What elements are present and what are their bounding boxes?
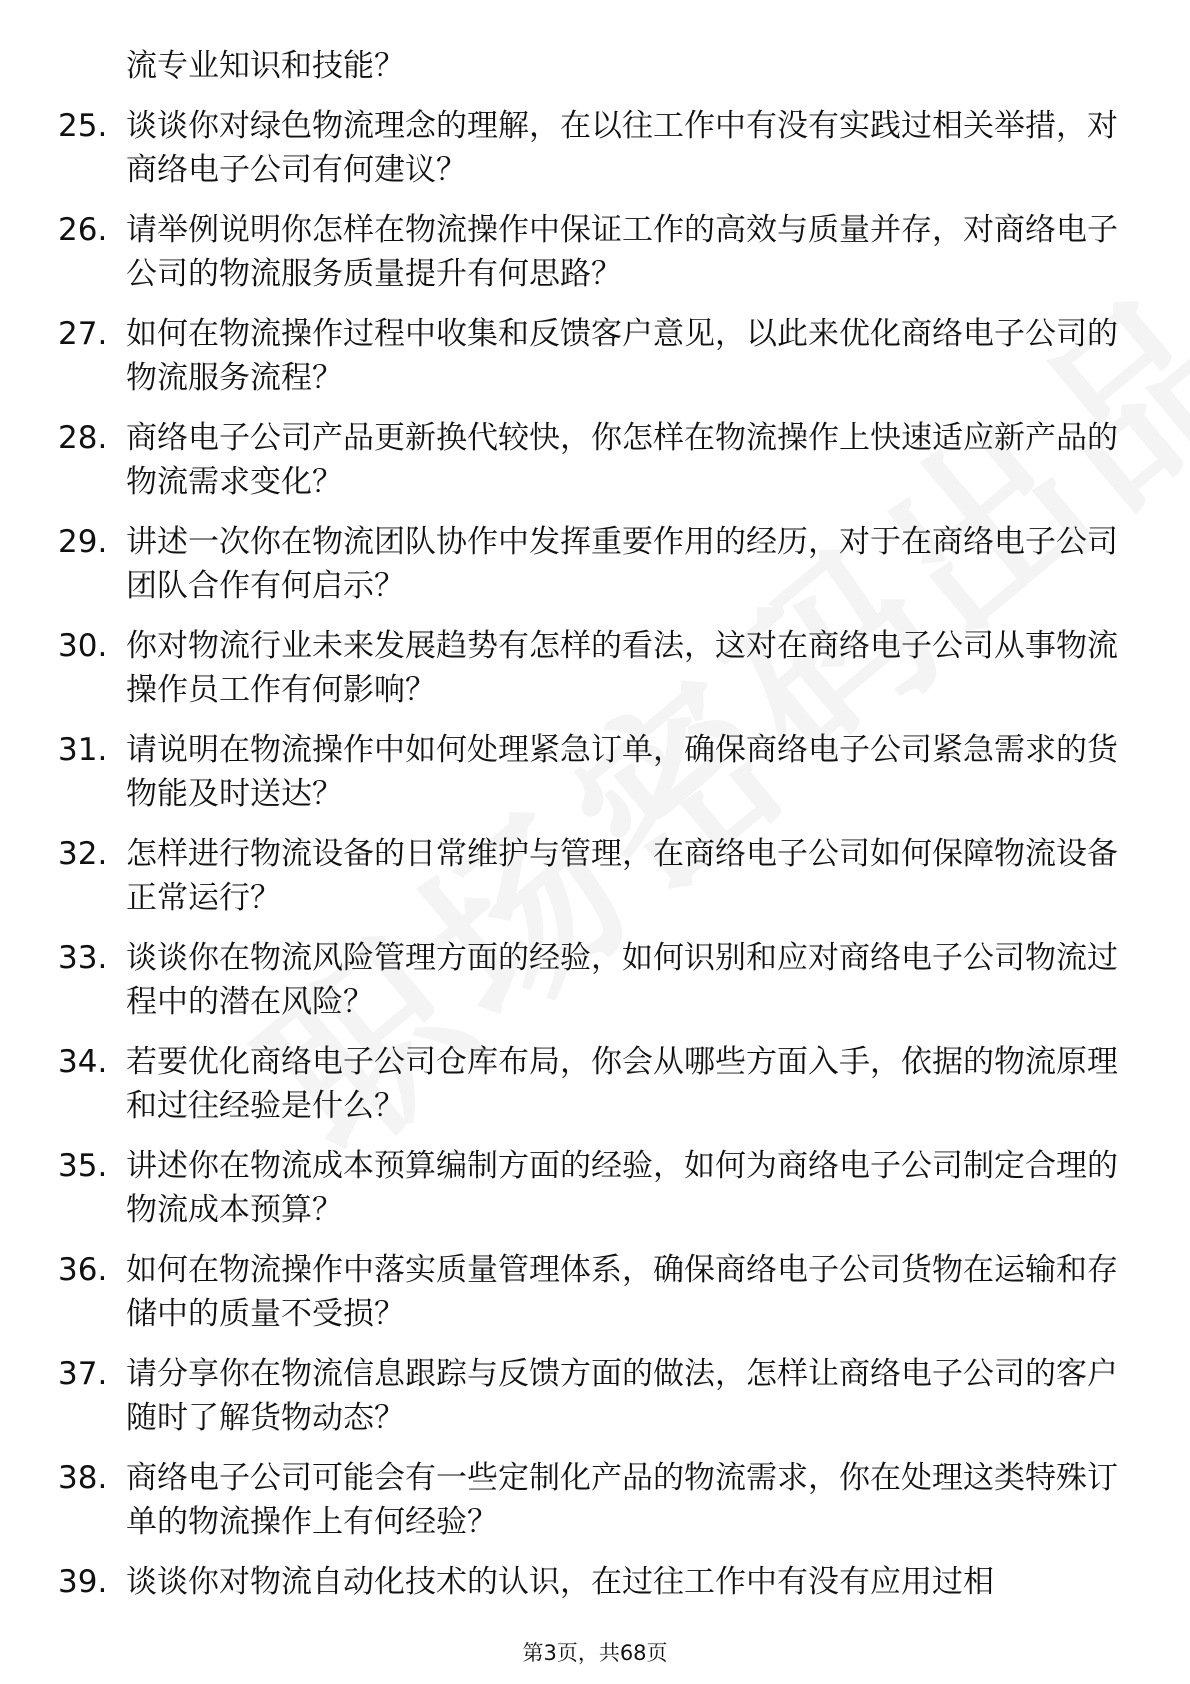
question-number: 31. — [58, 732, 108, 768]
question-item — [58, 1456, 1118, 1544]
question-number: 35. — [58, 1148, 108, 1184]
question-item — [58, 312, 1118, 400]
question-text: 请分享你在物流信息跟踪与反馈方面的做法，怎样让商络电子公司的客户随时了解货物动态？ — [126, 1356, 1118, 1436]
question-text: 商络电子公司可能会有一些定制化产品的物流需求，你在处理这类特殊订单的物流操作上有何经验？ — [126, 1460, 1118, 1540]
question-text: 请说明在物流操作中如何处理紧急订单，确保商络电子公司紧急需求的货物能及时送达？ — [126, 732, 1118, 812]
question-number: 33. — [58, 940, 108, 976]
question-text: 讲述你在物流成本预算编制方面的经验，如何为商络电子公司制定合理的物流成本预算？ — [126, 1148, 1118, 1228]
question-text: 讲述一次你在物流团队协作中发挥重要作用的经历，对于在商络电子公司团队合作有何启示？ — [126, 524, 1118, 604]
question-number: 28. — [58, 420, 108, 456]
question-text: 请举例说明你怎样在物流操作中保证工作的高效与质量并存，对商络电子公司的物流服务质量提升有何思路？ — [126, 212, 1118, 292]
question-item — [58, 1040, 1118, 1128]
question-number: 30. — [58, 628, 108, 664]
question-item — [58, 832, 1118, 920]
question-text: 商络电子公司产品更新换代较快，你怎样在物流操作上快速适应新产品的物流需求变化？ — [126, 420, 1118, 500]
page-number-footer: 第3页，共68页 — [522, 1641, 668, 1665]
question-number: 32. — [58, 836, 108, 872]
question-list — [58, 44, 1118, 1620]
question-item — [58, 1352, 1118, 1440]
question-text: 若要优化商络电子公司仓库布局，你会从哪些方面入手，依据的物流原理和过往经验是什么？ — [126, 1044, 1118, 1124]
question-text: 谈谈你对物流自动化技术的认识，在过往工作中有没有应用过相 — [126, 1564, 994, 1600]
question-item — [58, 624, 1118, 712]
question-text: 谈谈你对绿色物流理念的理解，在以往工作中有没有实践过相关举措，对商络电子公司有何建议？ — [126, 108, 1118, 188]
question-number: 25. — [58, 108, 108, 144]
question-item — [58, 208, 1118, 296]
question-text: 怎样进行物流设备的日常维护与管理，在商络电子公司如何保障物流设备正常运行？ — [126, 836, 1118, 916]
question-text: 如何在物流操作中落实质量管理体系，确保商络电子公司货物在运输和存储中的质量不受损？ — [126, 1252, 1118, 1332]
question-text: 如何在物流操作过程中收集和反馈客户意见，以此来优化商络电子公司的物流服务流程？ — [126, 316, 1118, 396]
question-number: 39. — [58, 1564, 108, 1600]
question-number: 37. — [58, 1356, 108, 1392]
question-item — [58, 936, 1118, 1024]
question-item — [58, 1144, 1118, 1232]
question-item — [58, 520, 1118, 608]
question-number: 27. — [58, 316, 108, 352]
question-number: 26. — [58, 212, 108, 248]
question-item — [58, 104, 1118, 192]
question-number: 36. — [58, 1252, 108, 1288]
question-text: 谈谈你在物流风险管理方面的经验，如何识别和应对商络电子公司物流过程中的潜在风险？ — [126, 940, 1118, 1020]
question-item — [58, 728, 1118, 816]
question-item — [58, 1248, 1118, 1336]
continuation-text: 流专业知识和技能？ — [126, 48, 405, 84]
question-item — [58, 416, 1118, 504]
question-number: 29. — [58, 524, 108, 560]
question-number: 34. — [58, 1044, 108, 1080]
question-item — [58, 1560, 1118, 1604]
question-text: 你对物流行业未来发展趋势有怎样的看法，这对在商络电子公司从事物流操作员工作有何影响？ — [126, 628, 1118, 708]
question-number: 38. — [58, 1460, 108, 1496]
